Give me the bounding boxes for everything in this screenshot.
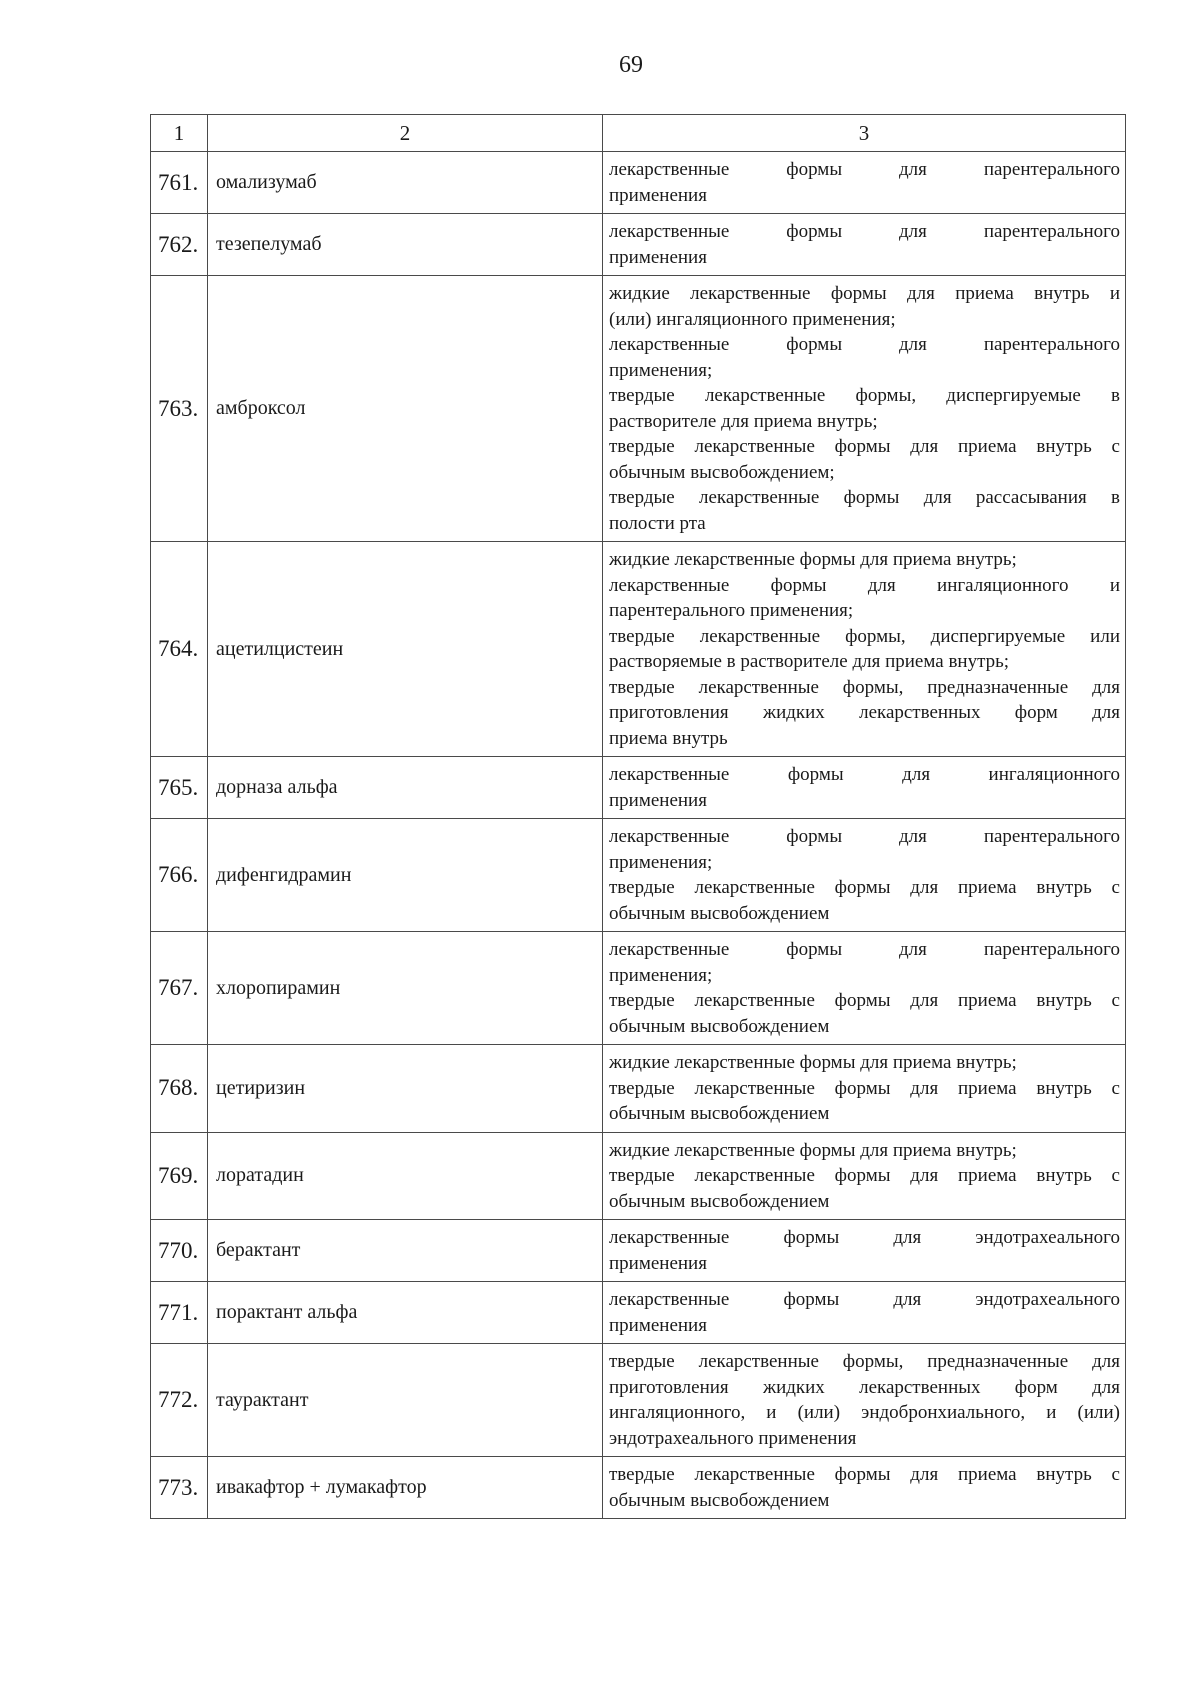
dosage-forms [603,1220,1126,1282]
row-number: 772. [151,1344,208,1457]
drug-name: ивакафтор + лумакафтор [208,1457,603,1519]
dosage-form-line: приготовления жидких лекарственных форм для [609,1376,1120,1398]
dosage-form-line: обычным высвобождением [609,1103,830,1124]
dosage-form-line: лекарственные формы для парентерального [609,939,1120,960]
drug-name: хлоропирамин [208,932,603,1045]
dosage-form-line: (или) ингаляционного применения; [609,308,896,330]
table-row [151,1132,1126,1220]
header-col-1: 1 [151,115,208,152]
drug-name: порактант альфа [208,1282,603,1344]
dosage-form-line: применения [609,1314,707,1336]
dosage-form-line: растворяемые в растворителе для приема внутрь; [609,651,1010,672]
drug-name: берактант [208,1220,603,1282]
dosage-form-line: обычным высвобождением [609,1190,830,1212]
dosage-form-line: жидкие лекарственные формы для приема внутрь; [609,549,1017,570]
drug-name: тезепелумаб [208,214,603,276]
dosage-form-line: применения [609,789,707,811]
table-row [151,542,1126,757]
drug-name: амброксол [208,276,603,542]
dosage-form-line: обычным высвобождением; [609,461,835,483]
dosage-form-line: применения [609,184,707,206]
dosage-forms [603,276,1126,542]
dosage-form-line: лекарственные формы для парентерального [609,334,1120,355]
dosage-form-line: твердые лекарственные формы для приема внутрь с [609,990,1120,1011]
dosage-forms [603,757,1126,819]
dosage-form-line: лекарственные формы для парентерального [609,826,1120,847]
dosage-forms [603,1045,1126,1133]
row-number: 763. [151,276,208,542]
dosage-form-line: применения; [609,964,713,986]
drug-table [150,114,1126,1519]
dosage-form-line: приема внутрь [609,727,728,749]
row-number: 771. [151,1282,208,1344]
drug-name: лоратадин [208,1132,603,1220]
dosage-form-line: твердые лекарственные формы, диспергируемые или [609,625,1120,647]
dosage-form-line: ингаляционного, и (или) эндобронхиального, и (или) [609,1402,1120,1423]
dosage-form-line: жидкие лекарственные формы для приема внутрь; [609,1139,1017,1161]
dosage-form-line: твердые лекарственные формы для рассасывания в [609,487,1120,508]
dosage-form-line: парентерального применения; [609,600,854,621]
table-row [151,152,1126,214]
dosage-form-line: твердые лекарственные формы для приема внутрь с [609,877,1120,898]
dosage-form-line: твердые лекарственные формы для приема внутрь с [609,1165,1120,1186]
row-number: 770. [151,1220,208,1282]
table-row [151,819,1126,932]
dosage-form-line: приготовления жидких лекарственных форм для [609,702,1120,723]
dosage-forms [603,819,1126,932]
row-number: 762. [151,214,208,276]
dosage-forms [603,1132,1126,1220]
header-col-2: 2 [208,115,603,152]
dosage-form-line: лекарственные формы для ингаляционного [609,764,1120,785]
dosage-form-line: применения; [609,851,713,873]
dosage-form-line: полости рта [609,512,706,534]
dosage-forms [603,1282,1126,1344]
page-number: 69 [619,52,643,78]
dosage-form-line: применения; [609,359,713,381]
dosage-form-line: твердые лекарственные формы, предназначенные для [609,676,1120,698]
dosage-form-line: обычным высвобождением [609,1489,830,1511]
row-number: 768. [151,1045,208,1133]
dosage-form-line: жидкие лекарственные формы для приема внутрь; [609,1052,1017,1073]
row-number: 764. [151,542,208,757]
header-col-3: 3 [603,115,1126,152]
dosage-forms [603,152,1126,214]
dosage-forms [603,932,1126,1045]
dosage-forms [603,1457,1126,1519]
dosage-form-line: лекарственные формы для эндотрахеального [609,1289,1120,1310]
dosage-form-line: твердые лекарственные формы, предназначенные для [609,1351,1120,1372]
row-number: 769. [151,1132,208,1220]
table-row [151,1457,1126,1519]
dosage-form-line: жидкие лекарственные формы для приема внутрь и [609,283,1120,304]
table-header-row [151,115,1126,152]
dosage-form-line: растворителе для приема внутрь; [609,410,878,432]
table-row [151,276,1126,542]
table-row [151,1045,1126,1133]
dosage-form-line: лекарственные формы для эндотрахеального [609,1227,1120,1248]
table-row [151,757,1126,819]
dosage-form-line: лекарственные формы для парентерального [609,159,1120,180]
row-number: 765. [151,757,208,819]
dosage-form-line: лекарственные формы для ингаляционного и [609,574,1120,596]
table-row [151,1282,1126,1344]
dosage-form-line: твердые лекарственные формы для приема внутрь с [609,436,1120,457]
drug-name: дифенгидрамин [208,819,603,932]
table-row [151,1344,1126,1457]
dosage-form-line: обычным высвобождением [609,1015,830,1037]
table-row [151,932,1126,1045]
table-row [151,1220,1126,1282]
drug-name: таурактант [208,1344,603,1457]
row-number: 773. [151,1457,208,1519]
dosage-form-line: эндотрахеального применения [609,1427,857,1449]
dosage-form-line: твердые лекарственные формы для приема внутрь с [609,1077,1120,1099]
dosage-forms [603,1344,1126,1457]
dosage-form-line: применения [609,246,707,268]
table-row [151,214,1126,276]
drug-name: дорназа альфа [208,757,603,819]
row-number: 766. [151,819,208,932]
dosage-forms [603,214,1126,276]
drug-name: омализумаб [208,152,603,214]
dosage-form-line: твердые лекарственные формы для приема внутрь с [609,1464,1120,1485]
dosage-forms [603,542,1126,757]
row-number: 761. [151,152,208,214]
drug-name: цетиризин [208,1045,603,1133]
dosage-form-line: применения [609,1252,707,1274]
row-number: 767. [151,932,208,1045]
drug-name: ацетилцистеин [208,542,603,757]
dosage-form-line: лекарственные формы для парентерального [609,221,1120,242]
dosage-form-line: обычным высвобождением [609,902,830,924]
dosage-form-line: твердые лекарственные формы, диспергируемые в [609,385,1120,406]
